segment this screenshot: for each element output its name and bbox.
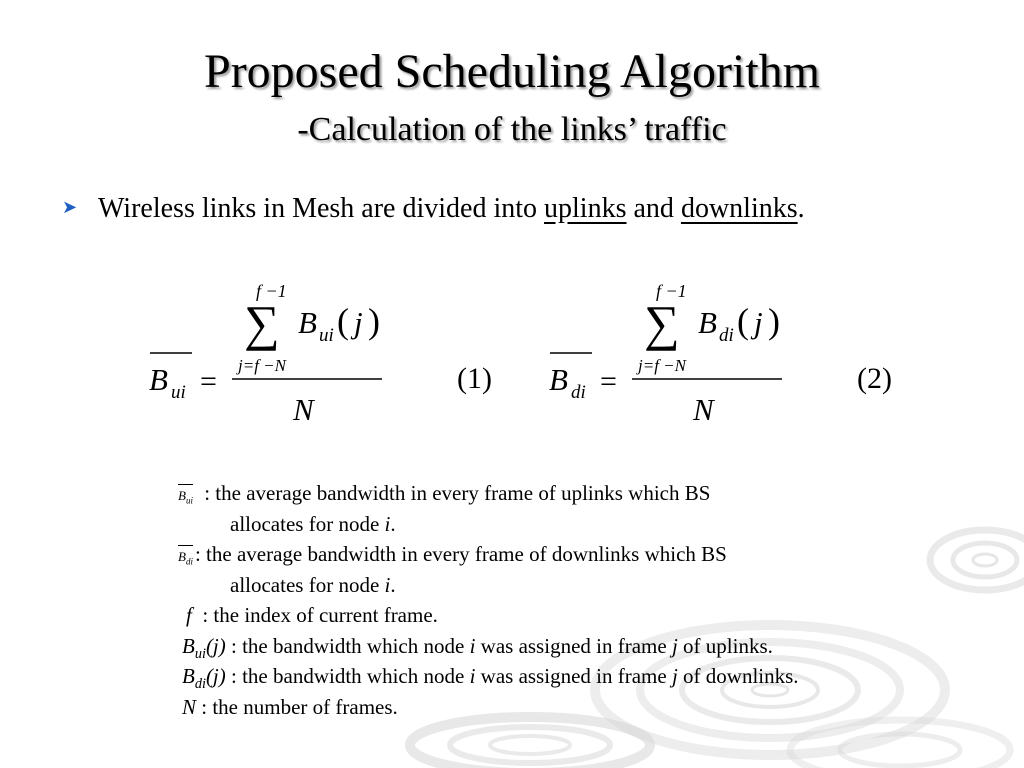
eq1-summand: B: [298, 305, 317, 340]
eq2-paren-open: (: [737, 301, 749, 341]
definition-bui: [178, 478, 799, 509]
bui-symbol: $B_{ui}$: [178, 484, 193, 503]
eq1-summand-arg: j: [354, 305, 363, 340]
eq2-lower-limit: j=f −N: [638, 356, 686, 375]
bullet-text-after: .: [797, 193, 805, 224]
bullet-text-mid: and: [626, 193, 681, 224]
definition-bui-continued: allocates for node i.: [230, 511, 396, 536]
eq2-equals: =: [600, 365, 617, 398]
definition-bui-j: $B_{ui}(j)$ : the bandwidth which node i was assigned in frame j of uplinks.: [182, 633, 773, 662]
bui-text: : the average bandwidth in every frame of uplinks which BS: [198, 481, 711, 505]
f-text: : the index of current frame.: [191, 603, 438, 627]
definition-n: N : the number of frames.: [182, 694, 398, 719]
arrow-bullet-icon: ➤: [62, 197, 78, 218]
definition-bdi-continued: allocates for node i.: [230, 572, 396, 597]
f-symbol: f: [186, 603, 192, 627]
slide-subtitle: -Calculation of the links’ traffic: [297, 111, 727, 148]
bdi-symbol: $B_{di}$: [178, 545, 193, 564]
eq2-denominator: N: [693, 392, 714, 427]
eq1-summand-sub: ui: [319, 325, 334, 346]
eq2-lhs-sub: di: [571, 382, 586, 403]
eq1-lower-limit: j=f −N: [238, 356, 286, 375]
eq1-sigma: ∑: [244, 295, 280, 351]
eq1-denominator: N: [293, 392, 314, 427]
eq1-lhs-sub: ui: [171, 382, 186, 403]
eq1-paren-open: (: [337, 301, 349, 341]
eq1-lhs-symbol: B: [149, 362, 168, 397]
definitions-list: [178, 478, 799, 722]
bdi-text: : the average bandwidth in every frame of downlinks which BS: [194, 542, 727, 566]
eq2-summand-arg: j: [754, 305, 763, 340]
eq2-upper-limit: f −1: [656, 281, 687, 301]
eq2-number: (2): [857, 362, 892, 395]
eq1-equals: =: [200, 365, 217, 398]
equation-2-formula: [540, 270, 800, 430]
equation-1-formula: [140, 270, 400, 430]
eq2-paren-close: ): [768, 301, 780, 341]
eq1-number: (1): [457, 362, 492, 395]
bullet-text-before: Wireless links in Mesh are divided into: [98, 193, 545, 224]
eq1-paren-close: ): [368, 301, 380, 341]
definition-bdi: [178, 539, 799, 570]
eq2-summand: B: [698, 305, 717, 340]
eq2-sigma: ∑: [644, 295, 680, 351]
eq1-upper-limit: f −1: [256, 281, 287, 301]
bullet-term-downlinks: downlinks: [680, 193, 798, 224]
eq2-summand-sub: di: [719, 325, 734, 346]
definition-bdi-j: $B_{di}(j)$ : the bandwidth which node i was assigned in frame j of downlinks.: [182, 664, 799, 693]
slide-title: Proposed Scheduling Algorithm: [204, 45, 820, 98]
definition-f: [178, 600, 799, 631]
eq2-lhs-symbol: B: [549, 362, 568, 397]
bullet-term-uplinks: uplinks: [544, 193, 627, 224]
bullet-item: [62, 190, 805, 227]
